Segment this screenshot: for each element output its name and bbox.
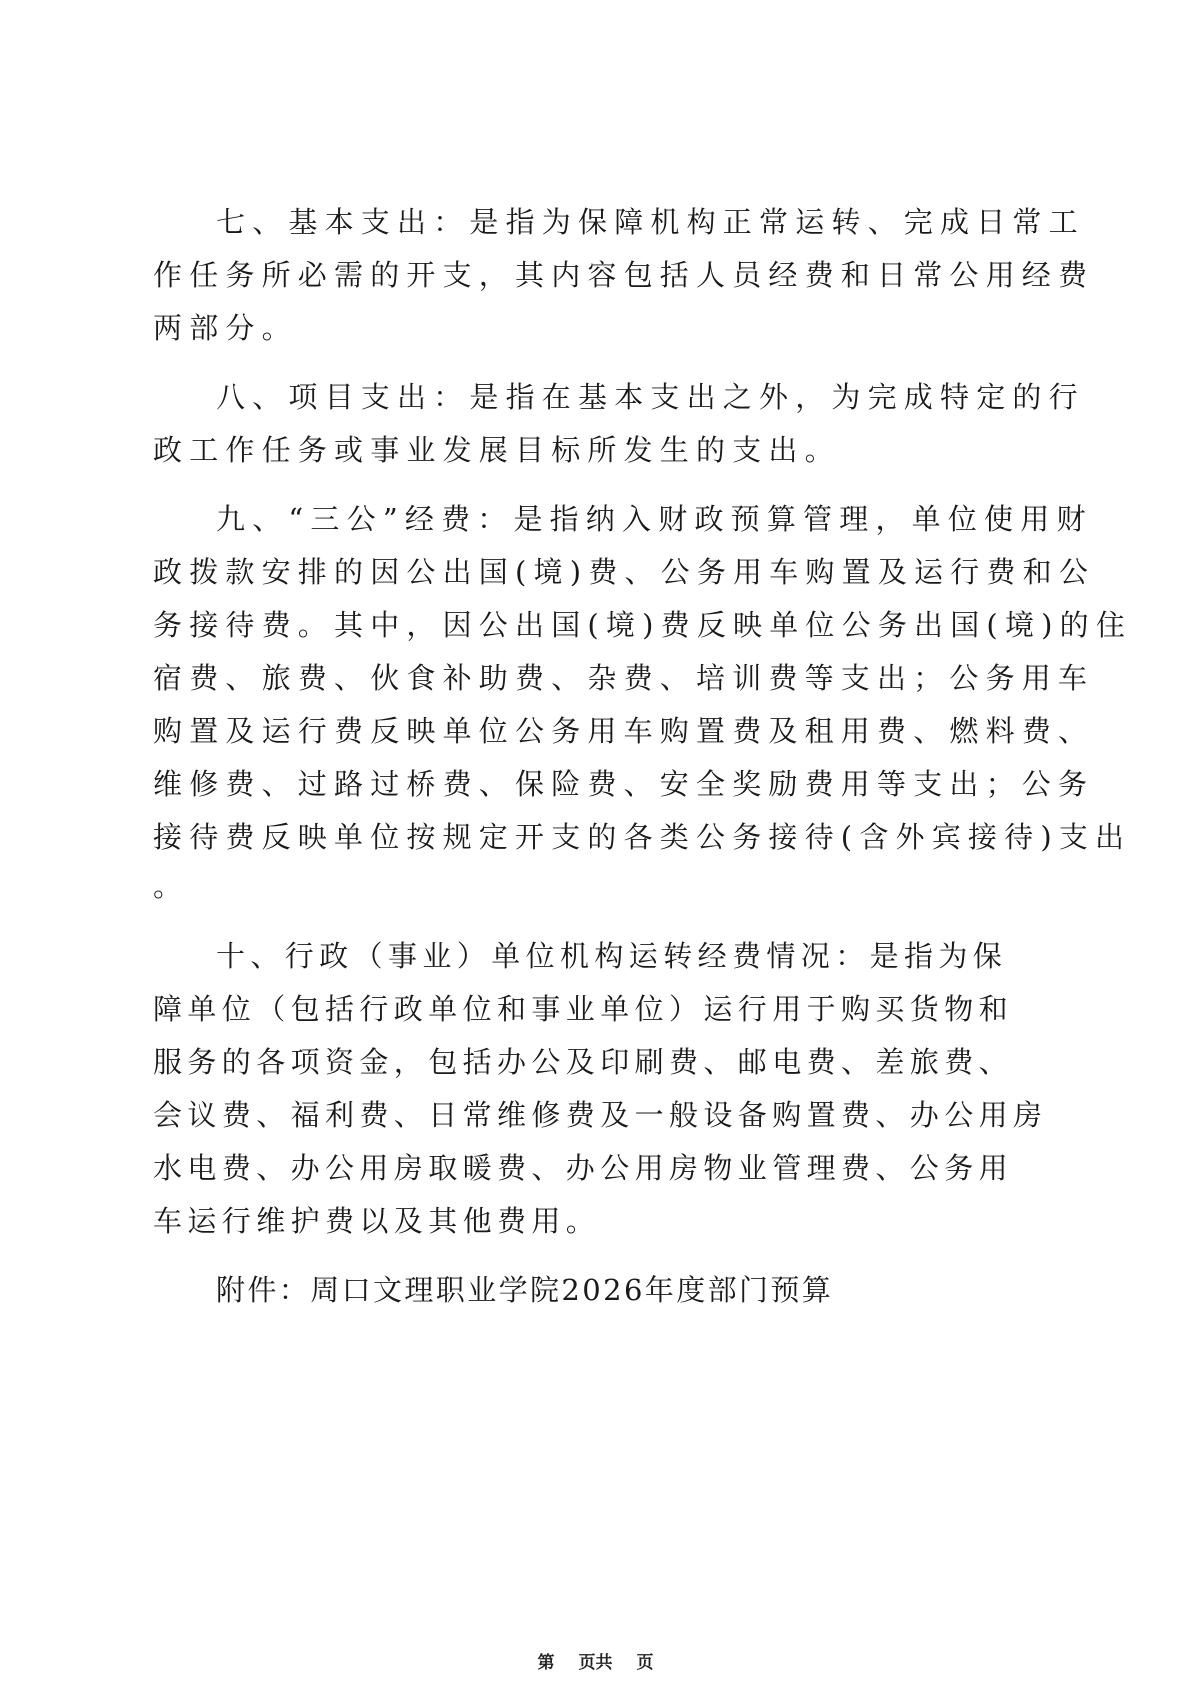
- paragraph-line: 九、“三公”经费：是指纳入财政预算管理，单位使用财: [216, 502, 1093, 536]
- paragraph-line: 宿费、旅费、伙食补助费、杂费、培训费等支出；公务用车: [153, 661, 1095, 695]
- footer-page-prefix: 第: [537, 1653, 555, 1673]
- paragraph-line: 政拨款安排的因公出国(境)费、公务用车购置及运行费和公: [153, 555, 1096, 589]
- paragraph-line: 购置及运行费反映单位公务用车购置费及租用费、燃料费、: [153, 714, 1095, 748]
- paragraph-line: 会议费、福利费、日常维修费及一般设备购置费、办公用房: [153, 1098, 1048, 1132]
- paragraph-line: 政工作任务或事业发展目标所发生的支出。: [153, 433, 841, 467]
- paragraph-line: 作任务所必需的开支，其内容包括人员经费和日常公用经费: [153, 258, 1095, 292]
- paragraph-line: 水电费、办公用房取暖费、办公用房物业管理费、公务用: [153, 1151, 1014, 1185]
- paragraph-line: 八、项目支出：是指在基本支出之外，为完成特定的行: [216, 380, 1085, 414]
- paragraph-line: 接待费反映单位按规定开支的各类公务接待(含外宾接待)支出: [153, 820, 1132, 854]
- page-footer: [0, 1652, 1191, 1674]
- paragraph-line: 车运行维护费以及其他费用。: [153, 1204, 601, 1238]
- paragraph-line: 七、基本支出：是指为保障机构正常运转、完成日常工: [216, 205, 1085, 239]
- paragraph-line: 务接待费。其中，因公出国(境)费反映单位公务出国(境)的住: [153, 608, 1133, 642]
- paragraph-line: 两部分。: [153, 311, 298, 345]
- footer-page-suffix: 页: [636, 1653, 654, 1673]
- paragraph-line: 十、行政（事业）单位机构运转经费情况：是指为保: [216, 939, 1008, 973]
- paragraph-line: 维修费、过路过桥费、保险费、安全奖励费用等支出；公务: [153, 767, 1095, 801]
- paragraph-line: 障单位（包括行政单位和事业单位）运行用于购买货物和: [153, 992, 1014, 1026]
- footer-page-middle: 页共: [578, 1653, 613, 1673]
- paragraph-line: 服务的各项资金，包括办公及印刷费、邮电费、差旅费、: [153, 1045, 1014, 1079]
- paragraph-line: 。: [153, 869, 190, 903]
- attachment-note: 附件：周口文理职业学院2026年度部门预算: [216, 1273, 834, 1307]
